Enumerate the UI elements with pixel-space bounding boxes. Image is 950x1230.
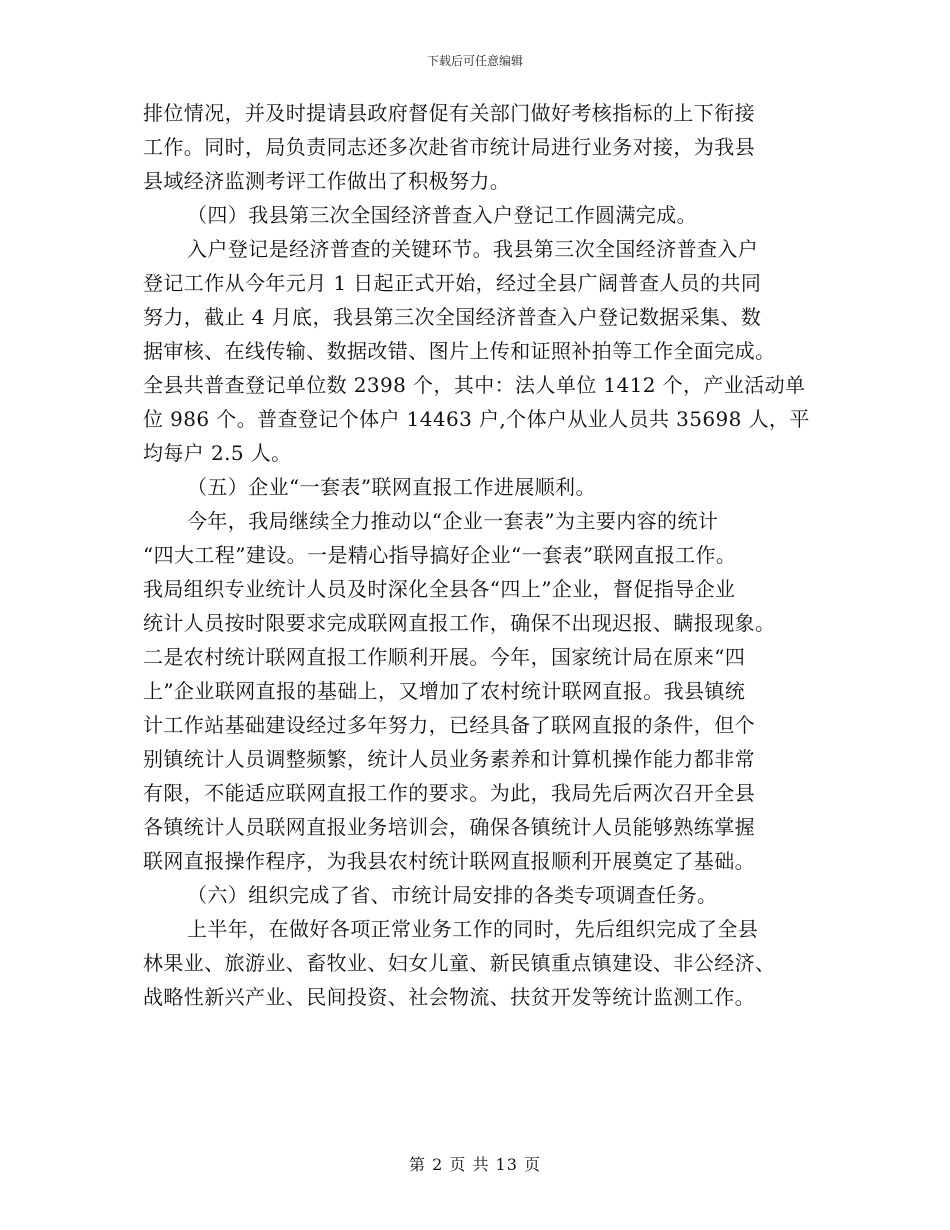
text-line: 有限，不能适应联网直报工作的要求。为此，我局先后两次召开全县: [143, 781, 755, 805]
text-line: 各镇统计人员联网直报业务培训会，确保各镇统计人员能够熟练掌握: [143, 815, 755, 839]
text-line: 林果业、旅游业、畜牧业、妇女儿童、新民镇重点镇建设、非公经济、: [143, 951, 776, 975]
text-line: 战略性新兴产业、民间投资、社会物流、扶贫开发等统计监测工作。: [143, 985, 755, 1009]
text-line: 工作。同时，局负责同志还多次赴省市统计局进行业务对接，为我县: [143, 135, 755, 159]
text-line: 排位情况，并及时提请县政府督促有关部门做好考核指标的上下衔接: [143, 101, 755, 125]
text-line: 入户登记是经济普查的关键环节。我县第三次全国经济普查入户: [187, 237, 759, 261]
text-line: 努力，截止 4 月底，我县第三次全国经济普查入户登记数据采集、数: [143, 305, 762, 329]
page-header-note: 下载后可任意编辑: [426, 54, 523, 68]
section-heading-5: （五）企业“一套表”联网直报工作进展顺利。: [187, 475, 596, 499]
text-line: 统计人员按时限要求完成联网直报工作，确保不出现迟报、瞒报现象。: [143, 611, 776, 635]
text-line: 上”企业联网直报的基础上，又增加了农村统计联网直报。我县镇统: [143, 679, 746, 703]
text-line: 登记工作从今年元月 1 日起正式开始，经过全县广阔普查人员的共同: [143, 271, 762, 295]
section-heading-6: （六）组织完成了省、市统计局安排的各类专项调查任务。: [187, 883, 718, 907]
text-line: 我局组织专业统计人员及时深化全县各“四上”企业，督促指导企业: [143, 577, 736, 601]
section-heading-4: （四）我县第三次全国经济普查入户登记工作圆满完成。: [187, 203, 697, 227]
page-number: 第 2 页 共 13 页: [409, 1155, 541, 1174]
text-line: 全县共普查登记单位数 2398 个，其中：法人单位 1412 个，产业活动单: [143, 373, 806, 397]
text-line: 联网直报操作程序，为我县农村统计联网直报顺利开展奠定了基础。: [143, 849, 755, 873]
text-line: “四大工程”建设。一是精心指导搞好企业“一套表”联网直报工作。: [143, 543, 737, 567]
text-line: 上半年，在做好各项正常业务工作的同时，先后组织完成了全县: [187, 917, 759, 941]
text-line: 均每户 2.5 人。: [143, 441, 292, 465]
text-line: 位 986 个。普查登记个体户 14463 户,个体户从业人员共 35698 人，平: [143, 407, 810, 431]
document-body: [143, 96, 815, 1014]
text-line: 县域经济监测考评工作做出了积极努力。: [143, 169, 511, 193]
text-line: 据审核、在线传输、数据改错、图片上传和证照补拍等工作全面完成。: [143, 339, 776, 363]
text-line: 别镇统计人员调整频繁，统计人员业务素养和计算机操作能力都非常: [143, 747, 755, 771]
text-line: 今年，我局继续全力推动以“企业一套表”为主要内容的统计: [187, 509, 719, 533]
text-line: 二是农村统计联网直报工作顺利开展。今年，国家统计局在原来“四: [143, 645, 746, 669]
text-line: 计工作站基础建设经过多年努力，已经具备了联网直报的条件，但个: [143, 713, 755, 737]
